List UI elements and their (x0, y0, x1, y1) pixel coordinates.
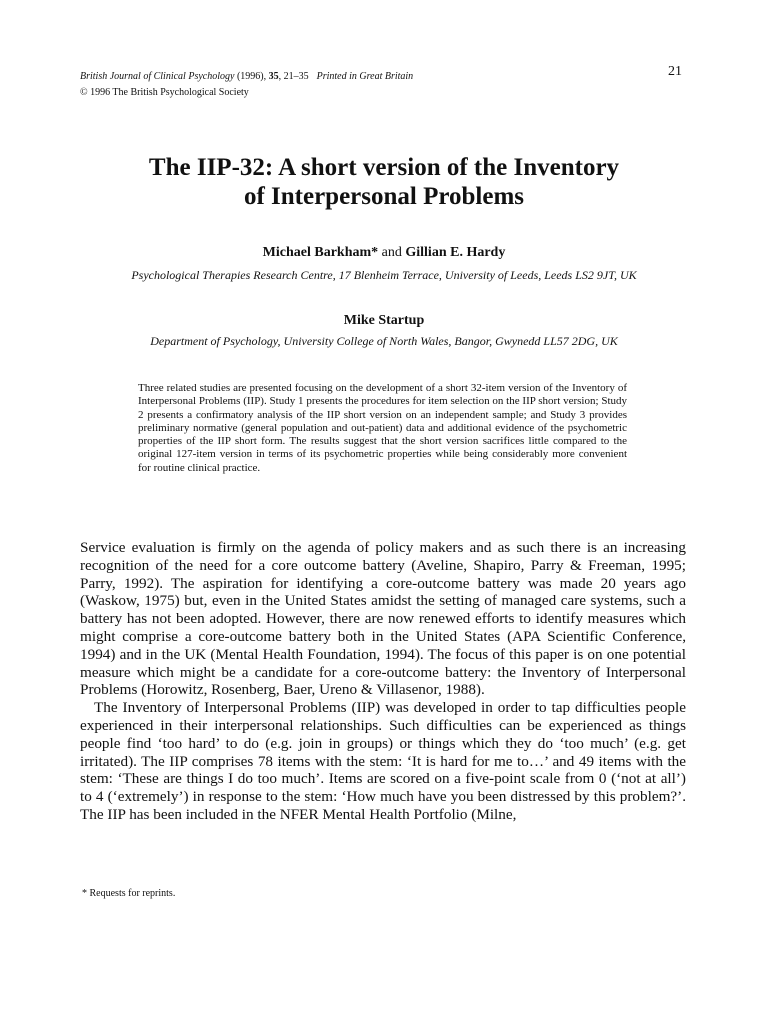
paragraph-2: The Inventory of Interpersonal Problems (IIP) was developed in order to tap difficulties people experienced in their interpersonal relationships. Such difficulties can be experienced as things people find ‘too hard’ to do (e.g. join in groups) or things which they do ‘too much’ (e.g. get irritated). The IIP comprises 78 items with the stem: ‘It is hard for me to…’ and 49 items with the stem: ‘These are things I do too much’. Items are scored on a five-point scale from 0 (‘not at all’) to 4 (‘extremely’) in response to the stem: ‘How much have you been distressed by this problem?’. The IIP has been included in the NFER Mental Health Portfolio (Milne, (80, 699, 686, 823)
copyright-line: © 1996 The British Psychological Society (80, 87, 249, 98)
author-barkham: Michael Barkham* (262, 245, 379, 260)
author-conjunction: and (378, 245, 406, 260)
journal-pages: , 21–35 (278, 71, 309, 82)
footnote: * Requests for reprints. (82, 888, 176, 899)
abstract: Three related studies are presented focusing on the development of a short 32-item version of the Inventory of Interpersonal Problems (IIP). Study 1 presents the procedures for item selection on the IIP short version; Study 2 presents a confirmatory analysis of the IIP short version on an independent sample; and Study 3 provides preliminary normative (general population and out-patient) data and additional evidence of the psychometric properties of the IIP short form. The results suggest that the short version sacrifices little compared to the original 127-item version in terms of its psychometric properties while being considerably more convenient for routine clinical practice. (138, 382, 627, 474)
paper-title (60, 153, 708, 211)
journal-header (80, 69, 640, 101)
printed-note: Printed in Great Britain (316, 71, 414, 82)
author-startup: Mike Startup (343, 313, 425, 328)
page-number: 21 (668, 64, 682, 79)
author-hardy: Gillian E. Hardy (405, 245, 506, 260)
affiliation-leeds: Psychological Therapies Research Centre, 17 Blenheim Terrace, University of Leeds, Leeds LS2 9JT, UK (131, 268, 637, 282)
journal-name: British Journal of Clinical Psychology (80, 71, 235, 82)
body-text (80, 539, 686, 824)
title-line-2: of Interpersonal Problems (243, 183, 525, 210)
journal-volume: 35 (268, 71, 279, 82)
affiliation-bangor: Department of Psychology, University College of North Wales, Bangor, Gwynedd LL57 2DG, UK (150, 334, 618, 348)
title-line-1: The IIP-32: A short version of the Inventory (148, 154, 620, 181)
journal-year: (1996), (236, 71, 269, 82)
author-line-1 (0, 245, 768, 261)
journal-citation-line (80, 69, 640, 85)
paragraph-1: Service evaluation is firmly on the agenda of policy makers and as such there is an increasing recognition of the need for a core outcome battery (Aveline, Shapiro, Parry & Freeman, 1995; Parry, 1992). The aspiration for identifying a core-outcome battery was made 20 years ago (Waskow, 1975) but, even in the United States amidst the setting of managed care systems, such a battery has not been adopted. However, there are now renewed efforts to identify measures which might comprise a core-outcome battery both in the United States (APA Scientific Conference, 1994) and in the UK (Mental Health Foundation, 1994). The focus of this paper is on one potential measure which might be a candidate for a core-outcome battery: the Inventory of Interpersonal Problems (Horowitz, Rosenberg, Baer, Ureno & Villasenor, 1988). (80, 539, 686, 699)
